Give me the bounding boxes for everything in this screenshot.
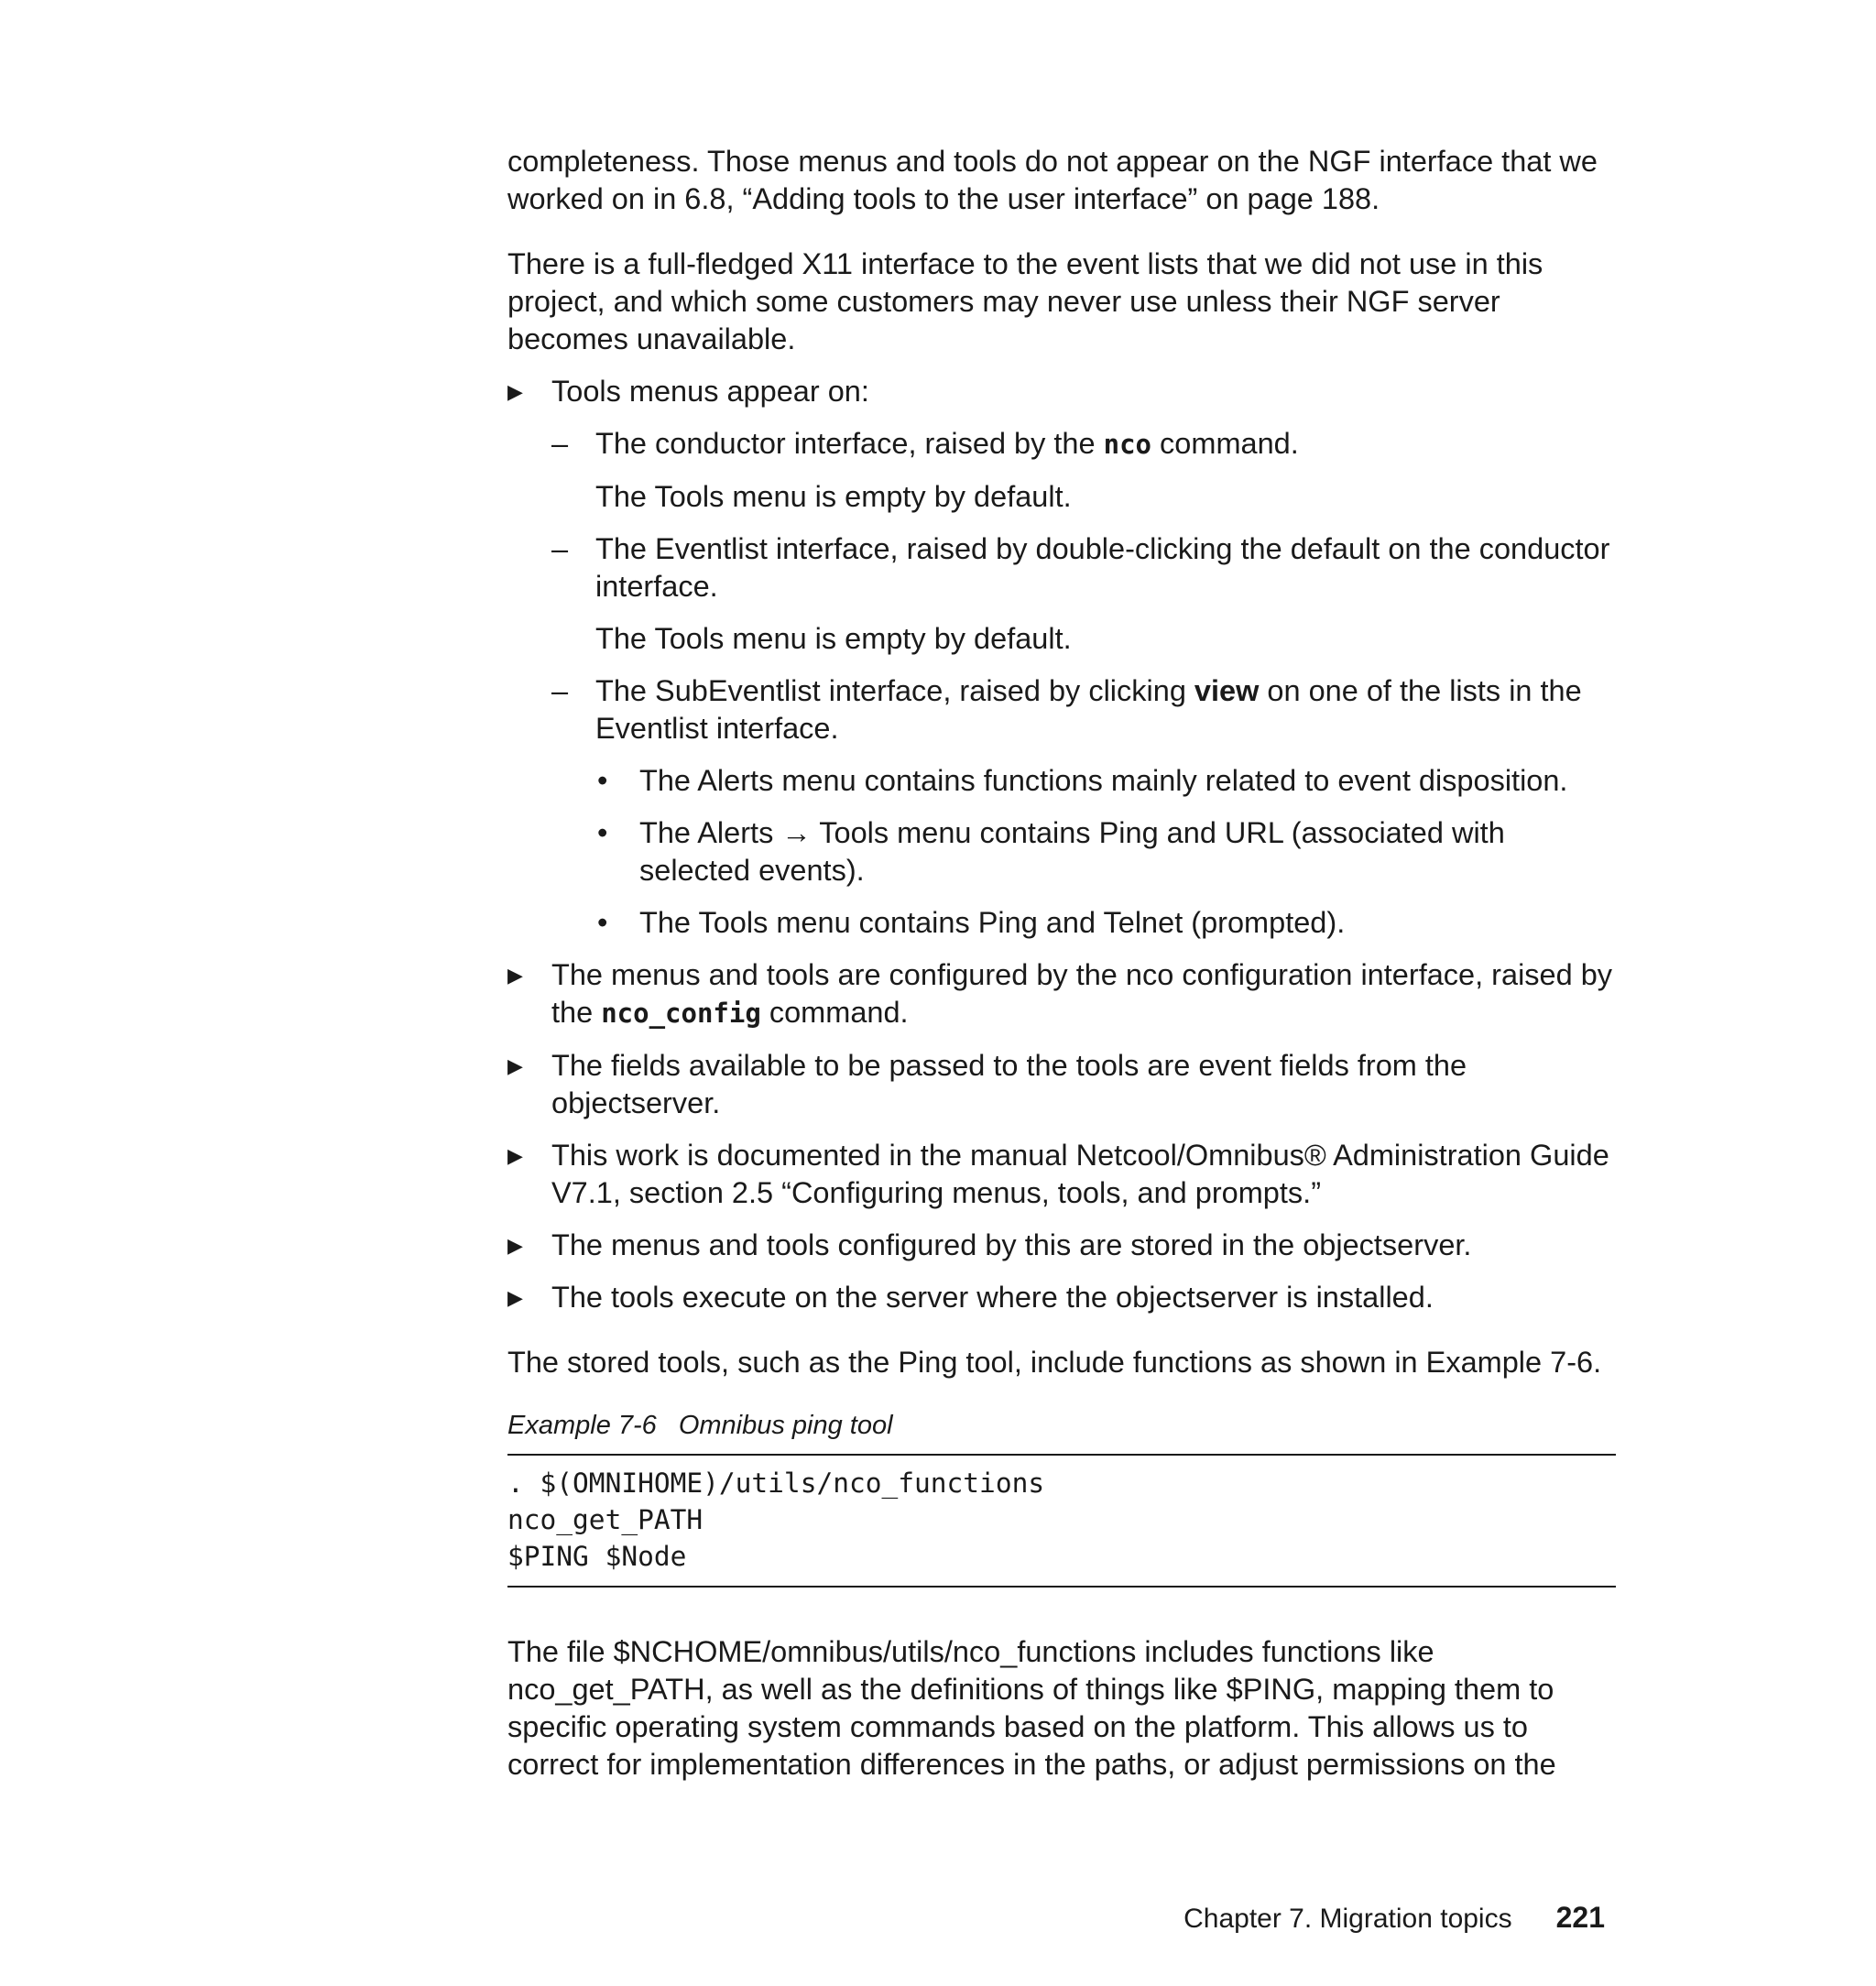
code-line: . $(OMNIHOME)/utils/nco_functions: [507, 1468, 1045, 1499]
sub-item-text: The Eventlist interface, raised by double-clicking the default on the conductor interface.: [595, 532, 1610, 603]
list-item: [507, 1227, 1616, 1264]
command-nco: nco: [1103, 429, 1152, 460]
dash-bullet-icon: –: [551, 532, 569, 565]
example-title: Omnibus ping tool: [678, 1411, 893, 1440]
triangle-bullet-icon: ▶: [507, 964, 523, 987]
page-number: 221: [1555, 1901, 1605, 1934]
bullet-item-text: The Alerts → Tools menu contains Ping and URL (associated with selected events).: [639, 816, 1505, 887]
list-item: [507, 1279, 1616, 1316]
chapter-title: Chapter 7. Migration topics: [1183, 1904, 1512, 1934]
dash-bullet-icon: –: [551, 427, 569, 460]
dot-bullet-icon: •: [597, 906, 608, 939]
list-item-text: The fields available to be passed to the tools are event fields from the objectserver.: [551, 1049, 1467, 1119]
bullet-list-item: [507, 904, 1616, 942]
sub-item-note: The Tools menu is empty by default.: [595, 480, 1072, 513]
triangle-bullet-icon: ▶: [507, 1234, 523, 1257]
paragraph-after-list: The stored tools, such as the Ping tool, include functions as shown in Example 7-6.: [507, 1346, 1602, 1379]
dot-bullet-icon: •: [597, 816, 608, 849]
sub-item-note: The Tools menu is empty by default.: [595, 622, 1072, 655]
bullet-item-text: The Alerts menu contains functions mainly related to event disposition.: [639, 764, 1568, 797]
page-content: [507, 143, 1616, 1784]
paragraph-closing: The file $NCHOME/omnibus/utils/nco_functions includes functions like nco_get_PATH, as well as the definitions of things like $PING, mapping them to specific operating system commands based on the platform. This allows us to correct for implementation differences in the paths, or adjust permissions on the: [507, 1635, 1556, 1781]
list-item: [507, 373, 1616, 410]
triangle-bullet-icon: ▶: [507, 1144, 523, 1167]
paragraph-intro-2: There is a full-fledged X11 interface to the event lists that we did not use in this project, and which some customers may never use unless their NGF server becomes unavailable.: [507, 247, 1543, 355]
sub-item-text: on one of the lists in the Eventlist interface.: [595, 674, 1582, 745]
dash-bullet-icon: –: [551, 674, 569, 707]
sub-list-item: [507, 530, 1616, 606]
list-item-text: Tools menus appear on:: [551, 375, 869, 408]
triangle-bullet-icon: ▶: [507, 1286, 523, 1309]
list-item-text: command.: [760, 996, 909, 1029]
sub-item-text: The SubEventlist interface, raised by clicking: [595, 674, 1194, 707]
list-item-text: The menus and tools configured by this are stored in the objectserver.: [551, 1228, 1472, 1261]
view-emphasis: view: [1194, 674, 1260, 707]
triangle-bullet-icon: ▶: [507, 1054, 523, 1077]
list-item-text: The tools execute on the server where the objectserver is installed.: [551, 1281, 1434, 1314]
list-item: [507, 1137, 1616, 1212]
example-caption: [507, 1407, 1616, 1445]
list-item-text: The menus and tools are configured by the nco configuration interface, raised by the: [551, 958, 1613, 1029]
list-item-text: This work is documented in the manual Netcool/Omnibus® Administration Guide V7.1, section 2.5 “Configuring menus, tools, and prompts.”: [551, 1139, 1609, 1209]
sub-item-text: command.: [1151, 427, 1299, 460]
dot-bullet-icon: •: [597, 764, 608, 797]
sub-list-item: [507, 425, 1616, 464]
list-item: [507, 1047, 1616, 1122]
bullet-list-item: [507, 762, 1616, 800]
bullet-item-text: The Tools menu contains Ping and Telnet (prompted).: [639, 906, 1346, 939]
bullet-list-item: [507, 814, 1616, 889]
triangle-bullet-icon: ▶: [507, 380, 523, 403]
command-nco-config: nco_config: [601, 998, 761, 1029]
code-line: nco_get_PATH: [507, 1504, 704, 1535]
example-number: Example 7-6: [507, 1411, 657, 1440]
list-item: [507, 956, 1616, 1032]
sub-item-text: The conductor interface, raised by the: [595, 427, 1104, 460]
page-footer: [1183, 1901, 1605, 1935]
paragraph-intro-1: completeness. Those menus and tools do not appear on the NGF interface that we worked on in 6.8, “Adding tools to the user interface” on page 188.: [507, 145, 1598, 215]
sub-list-item: [507, 672, 1616, 747]
code-block: [507, 1454, 1616, 1588]
code-line: $PING $Node: [507, 1541, 687, 1572]
